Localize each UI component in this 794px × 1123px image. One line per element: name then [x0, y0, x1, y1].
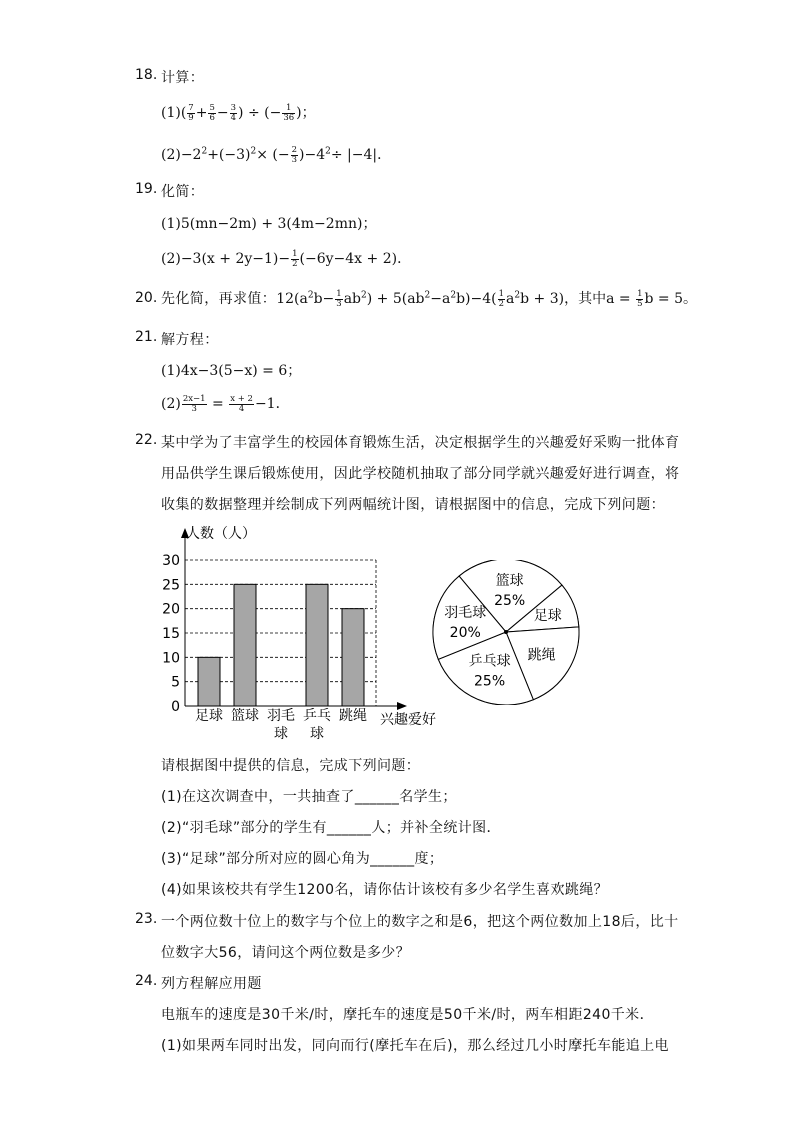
- pie-slice-label: 跳绳: [527, 647, 556, 664]
- fraction: $\frac{1}{2}$: [498, 288, 505, 309]
- q24-line1: 电瓶车的速度是30千米/时，摩托车的速度是50千米/时，两车相距240千米．: [161, 1007, 654, 1023]
- q18-number: 18.: [135, 67, 158, 83]
- q22-line2: 用品供学生课后锻炼使用，因此学校随机抽取了部分同学就兴趣爱好进行调查，将: [161, 466, 680, 482]
- bar: [234, 584, 256, 706]
- q19-title: 化简：: [161, 184, 205, 200]
- bar: [198, 657, 220, 706]
- q18-p1-end: )；: [296, 105, 316, 121]
- q21-part1: (1)4x−3(5−x) = 6；: [161, 363, 302, 379]
- q23-number: 23.: [135, 911, 158, 927]
- q20-number: 20.: [135, 290, 158, 306]
- x-tick-label: 足球: [195, 708, 223, 724]
- x-tick-label: 羽毛: [267, 708, 295, 724]
- fraction: $\frac{1}{3}$: [336, 288, 342, 309]
- pie-slice-percent: 20%: [449, 624, 481, 641]
- division: ) ÷ (−: [238, 105, 282, 121]
- q22-sub2: (2)“羽毛球”部分的学生有______人；并补全统计图．: [161, 820, 501, 836]
- q22-number: 22.: [135, 432, 158, 448]
- q24-number: 24.: [135, 973, 158, 989]
- q22-sub1: (1)在这次调查中，一共抽查了______名学生；: [161, 789, 457, 805]
- q21-title: 解方程：: [161, 332, 219, 348]
- pie-slice-label: 足球: [533, 608, 562, 625]
- x-tick-label: 篮球: [231, 708, 259, 724]
- pie-slice-percent: 25%: [474, 673, 506, 690]
- q21-number: 21.: [135, 329, 158, 345]
- q19-number: 19.: [135, 181, 158, 197]
- q18-part1: (1)( $\frac{7}{9}$ + $\frac{5}{6}$ − $\frac{3}{4}$ ) ÷ (− $\frac{1}{36}$ )；: [161, 102, 316, 123]
- pie-slice-label: 羽毛球: [444, 604, 487, 621]
- q22-sub4: (4)如果该校共有学生1200名，请你估计该校有多少名学生喜欢跳绳？: [161, 882, 609, 898]
- y-tick-label: 10: [162, 650, 180, 667]
- y-tick-label: 30: [162, 553, 180, 569]
- pie-center-dot: [504, 630, 508, 634]
- q18-title: 计算：: [161, 70, 205, 86]
- q22-line1: 某中学为了丰富学生的校园体育锻炼生活，决定根据学生的兴趣爱好采购一批体育: [161, 435, 680, 451]
- bar-chart: [150, 518, 450, 748]
- q23-line1: 一个两位数十位上的数字与个位上的数字之和是6，把这个两位数加上18后，比十: [161, 914, 679, 930]
- q21-part2: (2) $\frac{2x-1}{3}$ = $\frac{x + 2}{4}$ −1．: [161, 393, 290, 414]
- y-tick-label: 15: [162, 626, 180, 642]
- q22-prompt: 请根据图中提供的信息，完成下列问题：: [161, 758, 421, 774]
- fraction: $\frac{3}{4}$: [230, 102, 237, 123]
- y-tick-label: 20: [162, 601, 180, 618]
- q18-part2: $(2)-2^2+(-3)^2\times$ (− $\frac{2}{3}$ )$-4^2\div |-4|$．: [161, 144, 392, 165]
- x-tick-label: 跳绳: [339, 708, 367, 724]
- y-tick-label: 0: [171, 699, 180, 715]
- q22-line3: 收集的数据整理并绘制成下列两幅统计图，请根据图中的信息，完成下列问题：: [161, 497, 665, 513]
- fraction: $\frac{5}{6}$: [209, 102, 215, 123]
- pie-slice-label: 乒乓球: [468, 653, 511, 670]
- fraction: $\frac{1}{5}$: [637, 288, 643, 309]
- q22-sub3: (3)“足球”部分所对应的圆心角为______度；: [161, 851, 444, 867]
- fraction: $\frac{1}{2}$: [292, 248, 298, 269]
- q18-p1-prefix: (1)(: [161, 105, 187, 121]
- q20-text: 先化简，再求值：$12(a^2b-$ $\frac{1}{3}$ $ab^2) + 5(ab^2-a^2b)-4$( $\frac{1}{2}$ $a^2b + 3$)，其中a = $\frac{1}{5}$ b = 5。: [161, 288, 697, 309]
- x-axis-label: 兴趣爱好: [380, 712, 436, 728]
- pie-slice-percent: 25%: [494, 593, 526, 610]
- q24-line2: (1)如果两车同时出发，同向而行(摩托车在后)，那么经过几小时摩托车能追上电: [161, 1038, 669, 1054]
- fraction: $\frac{7}{9}$: [188, 102, 194, 123]
- fraction: $\frac{x + 2}{4}$: [230, 393, 253, 414]
- y-tick-label: 25: [162, 577, 180, 594]
- fraction: $\frac{2x-1}{3}$: [182, 393, 206, 414]
- q19-part1: (1)5(mn−2m) + 3(4m−2mn)；: [161, 216, 377, 232]
- fraction: $\frac{1}{36}$: [283, 102, 295, 123]
- q24-title: 列方程解应用题: [161, 976, 262, 992]
- x-axis-arrow: [397, 702, 407, 710]
- fraction: $\frac{2}{3}$: [291, 144, 298, 165]
- plus-sign: +: [195, 105, 208, 121]
- y-tick-label: 5: [171, 674, 180, 691]
- x-tick-label: 球: [274, 726, 288, 742]
- q19-part2: (2)−3(x + 2y−1)− $\frac{1}{2}$ (−6y−4x + 2)．: [161, 248, 412, 269]
- bar: [306, 584, 328, 706]
- y-axis-label: 人数（人）: [186, 526, 256, 542]
- bar: [342, 609, 364, 706]
- x-tick-label: 乒乓: [303, 708, 331, 724]
- pie-slice-label: 篮球: [495, 573, 524, 590]
- pie-chart: [425, 560, 590, 705]
- x-tick-label: 球: [310, 726, 324, 742]
- q23-line2: 位数字大56，请问这个两位数是多少？: [161, 945, 411, 961]
